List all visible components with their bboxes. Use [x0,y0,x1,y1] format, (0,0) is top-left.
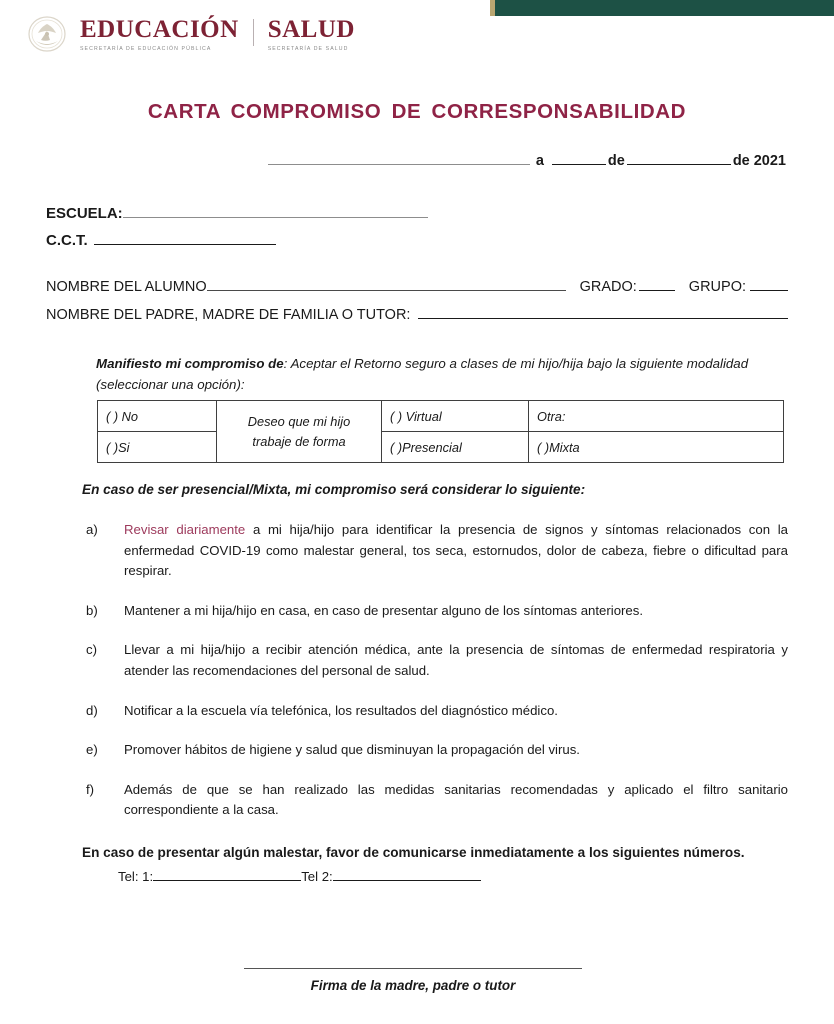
date-line [258,152,786,169]
list-item [86,780,788,821]
alumno-field-row [46,278,788,295]
commitments-list [86,520,788,840]
escuela-field [46,205,428,222]
option-no-cell[interactable]: ( ) No [98,401,217,432]
alumno-label: NOMBRE DEL ALUMNO [46,279,207,295]
manifesto-rest: : Aceptar el Retorno seguro a clases de mi hijo/hija bajo la siguiente modalidad (seleccionar una opción): [96,356,749,392]
list-item [86,701,788,722]
cct-field [46,232,276,249]
tel1-label: Tel: 1: [118,869,154,884]
grado-input-blank[interactable] [639,278,675,291]
alumno-input-blank[interactable] [207,278,566,291]
presencial-heading: En caso de ser presencial/Mixta, mi compromiso será considerar lo siguiente: [82,482,586,497]
cct-input-blank[interactable] [94,232,276,245]
list-marker: c) [86,642,97,658]
top-green-banner [495,0,834,16]
list-item [86,740,788,761]
month-blank[interactable] [627,152,731,165]
ministry-logos [80,17,355,52]
salud-wordmark: SALUD [267,15,355,43]
list-item [86,601,788,622]
list-marker: d) [86,702,98,718]
list-text-body: Además de que se han realizado las medidas sanitarias recomendadas y aplicado el filtro sanitario correspondiente a la casa. [124,781,788,818]
day-blank[interactable] [552,152,606,165]
list-marker: e) [86,742,98,758]
tutor-input-blank[interactable] [418,306,788,319]
list-item [86,520,788,582]
signature-line[interactable] [244,968,582,969]
date-de-label-1: de [607,153,625,169]
mexican-national-emblem-icon [24,14,70,54]
modality-prompt-cell [217,401,382,463]
list-text [124,520,788,582]
escuela-input-blank[interactable] [123,205,428,218]
logo-divider [253,19,254,46]
page-title: CARTA COMPROMISO DE CORRESPONSABILIDAD [147,100,687,123]
table-row [98,401,784,432]
telephone-row [118,868,481,884]
list-marker: a) [86,522,98,537]
otra-label-cell[interactable]: Otra: [529,401,784,432]
signature-label: Firma de la madre, padre o tutor [310,978,516,993]
document-header [24,14,355,54]
tutor-field-row [46,306,788,323]
contact-heading: En caso de presentar algún malestar, favor de comunicarse inmediatamente a los siguientes números. [82,845,745,860]
option-virtual-cell[interactable]: ( ) Virtual [382,401,529,432]
option-presencial-cell[interactable]: ( )Presencial [382,432,529,463]
manifesto-paragraph [96,354,758,395]
escuela-label: ESCUELA: [46,205,123,222]
list-text-body: Notificar a la escuela vía telefónica, los resultados del diagnóstico médico. [124,702,558,718]
place-blank[interactable] [268,152,530,165]
list-text-body: Promover hábitos de higiene y salud que disminuyan la propagación del virus. [124,742,580,758]
educacion-subtitle: SECRETARÍA DE EDUCACIÓN PÚBLICA [80,45,212,52]
table-row [98,432,784,463]
list-marker: b) [86,602,98,618]
modality-prompt-line1: Deseo que mi hijo [247,414,351,430]
tel2-label: Tel 2: [301,869,333,884]
grupo-label: GRUPO: [688,279,746,295]
date-de-label-2: de [732,153,750,169]
grado-label: GRADO: [579,279,637,295]
educacion-wordmark: EDUCACIÓN [80,15,239,43]
manifesto-lead: Manifiesto mi compromiso de [96,356,284,371]
modality-table [97,400,784,463]
salud-logo [268,17,355,52]
date-a-label: a [535,153,544,169]
option-si-cell[interactable]: ( )Si [98,432,217,463]
list-text-body: a mi hija/hijo para identificar la presencia de signos y síntomas relacionados con la enfermedad COVID-19 como malestar general, tos seca, estornudos, dolor de cabeza, fiebre o dificultad para respirar. [124,522,789,579]
salud-subtitle: SECRETARÍA DE SALUD [267,45,349,52]
tutor-label: NOMBRE DEL PADRE, MADRE DE FAMILIA O TUTOR: [46,307,411,323]
list-text-body: Llevar a mi hija/hijo a recibir atención médica, ante la presencia de síntomas de enfermedad respiratoria y atender las recomendaciones del personal de salud. [124,642,788,678]
option-mixta-cell[interactable]: ( )Mixta [529,432,784,463]
list-item [86,640,788,681]
list-marker: f) [86,781,95,797]
tel2-input-blank[interactable] [333,868,481,881]
grupo-input-blank[interactable] [750,278,788,291]
year-label: 2021 [753,153,786,169]
list-text-highlight: Revisar diariamente [124,522,246,537]
educacion-logo [80,17,239,52]
modality-prompt-line2: trabaje de forma [252,433,346,449]
list-text-body: Mantener a mi hija/hijo en casa, en caso de presentar alguno de los síntomas anteriores. [124,602,644,618]
cct-label: C.C.T. [46,232,88,249]
tel1-input-blank[interactable] [153,868,301,881]
